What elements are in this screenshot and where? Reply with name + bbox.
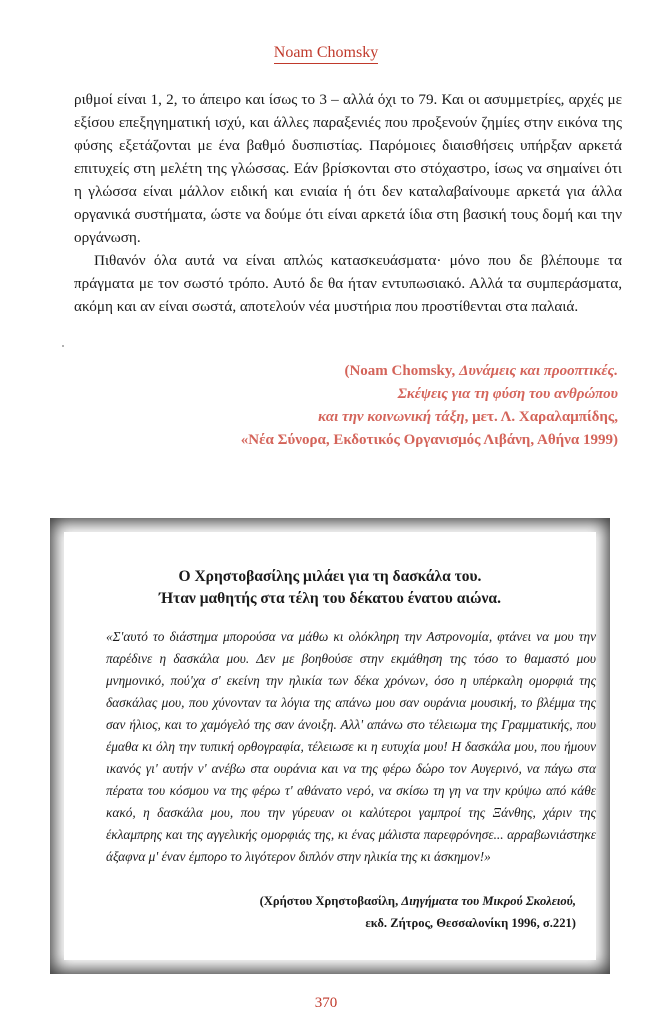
inset-quote — [106, 626, 596, 868]
running-title: Noam Chomsky — [274, 44, 378, 64]
inset-source-author: (Χρήστου Χρηστοβασίλη, — [259, 894, 402, 908]
inset-title-line-1: Ο Χρηστοβασίλης μιλάει για τη δασκάλα του. — [178, 568, 482, 585]
running-head — [0, 44, 652, 62]
citation-line-3 — [98, 406, 618, 429]
paragraph-1: ριθμοί είναι 1, 2, το άπειρο και ίσως το 3 – αλλά όχι το 79. Και οι ασυμμετρίες, αρχές με εξίσου επεξηγηματική ισχύ, και άλλες παραξενιές που προξενούν ζημίες στην εικόνα της φύσης εξετάζονται με ένα βαθμό δυσπιστίας. Παρόμοιες διαισθήσεις υπήρξαν αρκετά επιτυχείς στη μελέτη της γλώσσας. Εάν βρίσκονται στο στόχαστρο, ίσως να σημαίνει ότι η γλώσσα είναι μάλλον ειδική και ενιαία ή ότι δεν καταλαβαίνουμε αρκετά για άλλα οργανικά συστήματα, ώστε να δούμε ότι είναι αρκετά ίδια στη βασική τους δομή και την οργάνωση. — [74, 91, 622, 246]
citation-translator: , μετ. Λ. Χαραλαμπίδης, — [464, 409, 618, 425]
inset-source-title: Διηγήματα του Μικρού Σκολειού, — [401, 894, 576, 908]
inset-source-line-2: εκδ. Ζήτρος, Θεσσαλονίκη 1996, σ.221) — [365, 916, 576, 930]
paragraph-2: Πιθανόν όλα αυτά να είναι απλώς κατασκευάσματα· μόνο που δε βλέπουμε τα πράγματα με τον σωστό τρόπο. Αυτό δε θα ήταν εντυπωσιακό. Αλλά τα συμπεράσματα, ακόμη και αν είναι σωστά, αποτελούν νέα μυστήρια που προστίθενται στα παλαιά. — [74, 252, 622, 315]
inset-quote-text: «Σ'αυτό το διάστημα μπορούσα να μάθω κι ολόκληρη την Αστρονομία, φτάνει να μου την παρέδινε η δασκάλα μου. Δεν με βοηθούσε στην εκμάθηση της τόσο το θαμαστό μου μνημονικό, πού'χα σ' εκείνη την ηλικία των δέκα χρόνων, όσο η υπέρκαλη ομορφιά της δασκάλας μου, που χύνονταν τα λόγια της απάνω μου σαν ουράνια μουσική, το βλέμμα της σαν ήλιος, και το χαμόγελό της σαν άνοιξη. Αλλ' απάνω στο τέλειωμα της Γραμματικής, που έμαθα κι όλη την τυπική ορθογραφία, τέλειωσε κι η ευτυχία μου! Η δασκάλα μου, που ήμουν ικανός γι' αυτήν ν' ανέβω στα ουράνια και να της φέρω δώρο τον Αυγερινό, να πάγω στα πέρατα του κόσμου να της φέρω τ' αθάνατο νερό, να σκίσω τη γη να την κρύψω από κάθε κακό, η δασκάλα μου, που την γύρευαν οι καλύτεροι γαμπροί της Ξάνθης, χάριν της έκλαμπρης και της αγγελικής ομορφιάς της, κι ένας μάλιστα παρεφρόνησε... αρραβωνιάστηκε άξαφνα μ' έναν έμπορο το λιγότερον διπλόν στην ηλικία της κι άσκημον!» — [106, 629, 596, 864]
citation-line-1 — [98, 360, 618, 383]
inset-box — [50, 518, 610, 974]
citation-title-cont: και την κοινωνική τάξη — [318, 409, 465, 425]
inset-title-line-2: Ήταν μαθητής στα τέλη του δέκατου ένατου αιώνα. — [159, 590, 501, 607]
citation — [98, 360, 618, 452]
inset-box-title — [50, 566, 610, 610]
citation-line-2: Σκέψεις για τη φύση του ανθρώπου — [397, 386, 618, 402]
citation-title: Δυνάμεις και προοπτικές. — [459, 363, 618, 379]
page-number: 370 — [314, 995, 338, 1011]
margin-mark — [62, 345, 64, 347]
inset-source — [116, 890, 576, 934]
inset-source-line-1 — [116, 890, 576, 912]
citation-line-4: «Νέα Σύνορα, Εκδοτικός Οργανισμός Λιβάνη, Αθήνα 1999) — [240, 432, 618, 448]
main-text — [74, 88, 622, 318]
citation-author: (Noam Chomsky, — [344, 363, 460, 379]
